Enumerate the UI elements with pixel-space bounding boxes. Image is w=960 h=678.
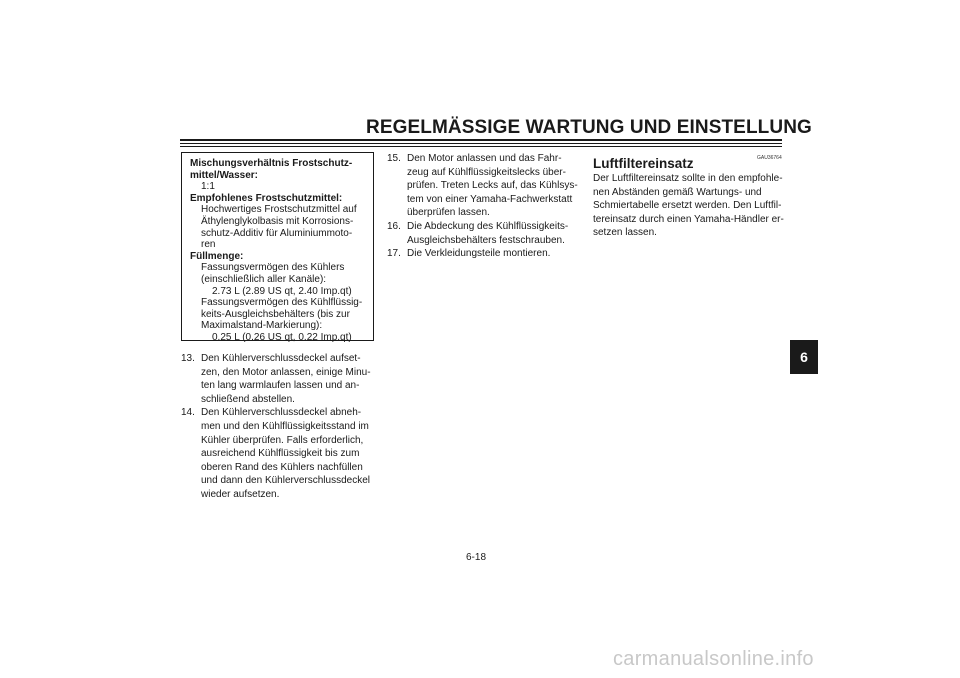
antifreeze-line: Hochwertiges Frostschutzmittel auf [201, 204, 357, 216]
radiator-capacity-line: Fassungsvermögen des Kühlers [201, 262, 345, 274]
header-rule-thin-2 [180, 146, 782, 147]
mix-ratio-label-1: Mischungsverhältnis Frostschutz- [190, 158, 353, 169]
step-text-line: zen, den Motor anlassen, einige Minu- [201, 366, 371, 378]
reservoir-capacity-line: Fassungsvermögen des Kühlflüssig- [201, 297, 363, 309]
step-number: 14. [181, 407, 195, 419]
radiator-capacity-value: 2.73 L (2.89 US qt, 2.40 Imp.qt) [212, 285, 352, 297]
step-number: 13. [181, 353, 195, 364]
step-15 [387, 152, 582, 220]
step-text-line: Den Motor anlassen und das Fahr- [407, 153, 562, 164]
steps-middle-column [387, 152, 582, 261]
section-body-line: tereinsatz durch einen Yamaha-Händler er- [593, 213, 784, 225]
header-rule-thick [180, 139, 782, 141]
step-16 [387, 220, 582, 247]
section-body-line: nen Abständen gemäß Wartungs- und [593, 186, 762, 198]
radiator-capacity-line: (einschließlich aller Kanäle): [201, 273, 327, 285]
step-text-line: zeug auf Kühlflüssigkeitslecks über- [407, 166, 566, 178]
step-text-line: men und den Kühlflüssigkeitsstand im [201, 420, 369, 432]
section-title: Luftfiltereinsatz [593, 156, 694, 171]
step-text-line: prüfen. Treten Lecks auf, das Kühlsys- [407, 180, 578, 192]
antifreeze-line: Äthylenglykolbasis mit Korrosions- [201, 215, 354, 227]
mix-ratio-value: 1:1 [201, 181, 215, 193]
step-text-line: Ausgleichsbehälters festschrauben. [407, 234, 565, 246]
mix-ratio-label-2: mittel/Wasser: [190, 169, 258, 181]
antifreeze-line: ren [201, 239, 216, 251]
header-rule-thin [180, 143, 782, 144]
step-text-line: ausreichend Kühlflüssigkeit bis zum [201, 448, 360, 460]
watermark: carmanualsonline.info [613, 648, 814, 670]
step-text-line: überprüfen lassen. [407, 207, 490, 219]
reservoir-capacity-line: keits-Ausgleichsbehälters (bis zur [201, 308, 350, 320]
step-13 [181, 352, 376, 406]
section-body-line: setzen lassen. [593, 227, 657, 239]
step-text-line: ten lang warmlaufen lassen und an- [201, 380, 360, 392]
antifreeze-line: schutz-Additiv für Aluminiummoto- [201, 227, 353, 239]
step-text-line: und dann den Kühlerverschlussdeckel [201, 475, 370, 487]
step-text-line: schließend abstellen. [201, 393, 295, 405]
step-number: 16. [387, 220, 401, 232]
page-title: REGELMÄSSIGE WARTUNG UND EINSTELLUNG [366, 117, 812, 138]
step-17 [387, 247, 582, 261]
step-text-line: tem von einer Yamaha-Fachwerkstatt [407, 193, 573, 205]
step-text-line: wieder aufsetzen. [201, 488, 280, 500]
section-body [593, 172, 788, 240]
step-text-line: Die Abdeckung des Kühlflüssigkeits- [407, 220, 569, 232]
step-number: 15. [387, 153, 401, 164]
step-number: 17. [387, 248, 401, 260]
capacity-label: Füllmenge: [190, 250, 244, 262]
step-text-line: Kühler überprüfen. Falls erforderlich, [201, 434, 364, 446]
coolant-spec-box [181, 152, 374, 341]
step-text-line: Den Kühlerverschlussdeckel abneh- [201, 407, 362, 419]
page-number: 6-18 [466, 552, 487, 563]
section-body-line: Schmiertabelle ersetzt werden. Den Luftfil- [593, 200, 782, 212]
reservoir-capacity-line: Maximalstand-Markierung): [201, 320, 323, 332]
section-code: GAU36764 [757, 155, 782, 161]
antifreeze-label: Empfohlenes Frostschutzmittel: [190, 192, 343, 204]
step-text-line: Die Verkleidungsteile montieren. [407, 248, 551, 260]
step-text-line: oberen Rand des Kühlers nachfüllen [201, 461, 363, 473]
step-text-line: Den Kühlerverschlussdeckel aufset- [201, 353, 361, 364]
step-14 [181, 406, 376, 501]
steps-left-column [181, 352, 376, 502]
chapter-tab: 6 [790, 340, 818, 374]
section-body-line: Der Luftfiltereinsatz sollte in den empfohle- [593, 173, 783, 184]
reservoir-capacity-value: 0.25 L (0.26 US qt, 0.22 Imp.qt) [212, 331, 352, 343]
